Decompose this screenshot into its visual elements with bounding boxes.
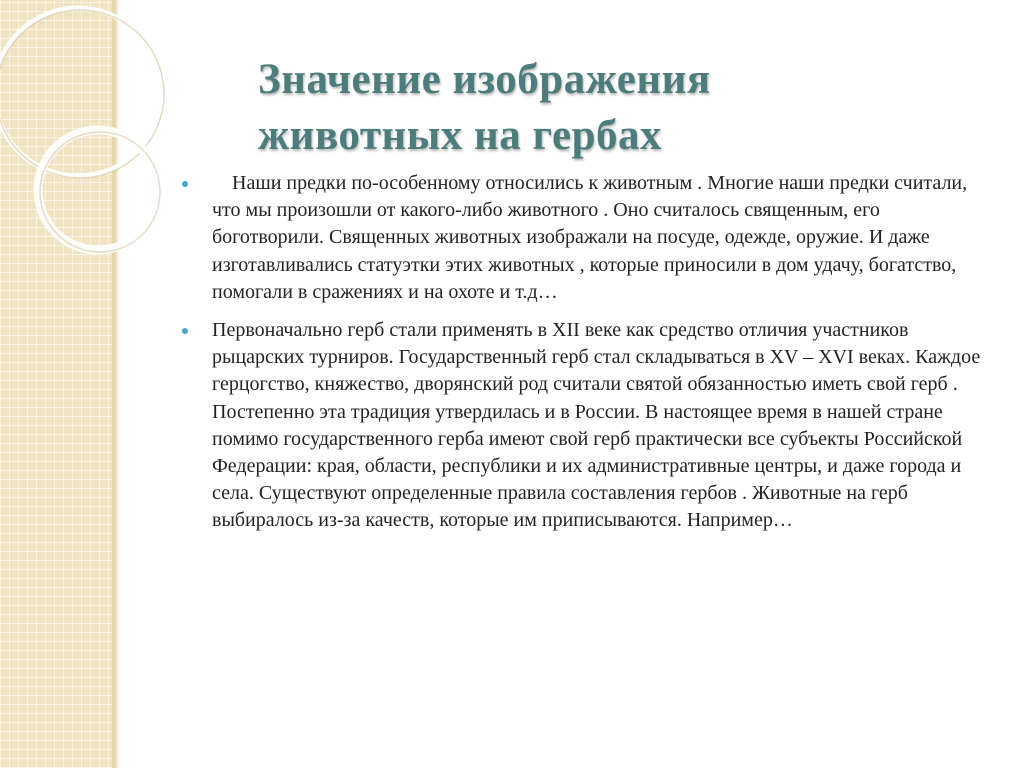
body-bullet-list (180, 170, 990, 546)
slide-title-line-1: Значение изображения (258, 56, 711, 103)
decorative-side-band (0, 0, 116, 768)
bullet-item-text: Наши предки по-особенному относились к животным . Многие наши предки считали, что мы произошли от какого-либо животного . Оно считалось священным, его боготворили. Священных животных изображали на посуде, одежде, оружие. И даже изготавливались статуэтки этих животных , которые приносили в дом удачу, богатство, помогали в сражениях и на охоте и т.д… (212, 172, 968, 303)
side-band-edge (116, 0, 118, 768)
bullet-dot-icon (182, 181, 188, 187)
bullet-item-ancestors (180, 170, 990, 306)
slide-title (258, 52, 978, 164)
bullet-item-text: Первоначально герб стали применять в XII веке как средство отличия участников рыцарских турниров. Государственный герб стал складываться в XV – XVI веках. Каждое герцогство, княжество, дворянский род считали святой обязанностью иметь свой герб . Постепенно эта традиция утвердилась и в России. В настоящее время в нашей стране помимо государственного герба имеют свой герб практически все субъекты Российской Федерации: края, области, республики и их административные центры, и даже города и села. Существуют определенные правила составления гербов . Животные на герб выбиралось из-за качеств, которые им приписываются. Например… (212, 319, 981, 532)
slide-title-line-2: животных на гербах (258, 112, 663, 159)
bullet-dot-icon (182, 328, 188, 334)
bullet-item-history (180, 317, 990, 535)
